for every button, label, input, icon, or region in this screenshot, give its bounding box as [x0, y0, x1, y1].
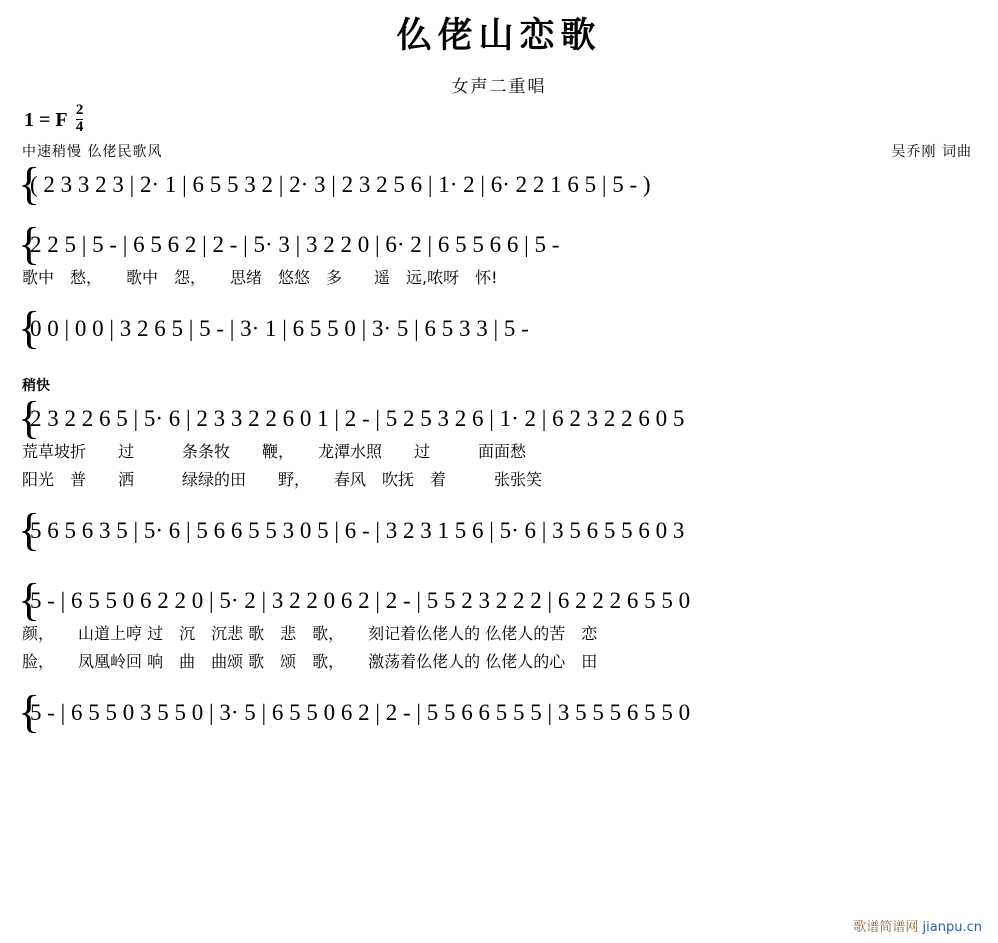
meter-denominator: 4 — [75, 118, 84, 135]
system-brace: { — [18, 686, 41, 738]
subtitle: 女声二重唱 — [451, 77, 547, 97]
system-brace: { — [18, 158, 41, 210]
lyric-row — [18, 439, 980, 467]
system-brace: { — [18, 504, 41, 556]
lyric-line-3b: 脸， 凤凰岭回 响 曲 曲颂 歌 颂 歌， 激荡着仫佬人的 仫佬人的心 田 — [22, 652, 598, 671]
site-watermark — [853, 916, 982, 935]
system-1 — [18, 158, 980, 210]
lyric-line-1: 歌中 愁， 歌中 怨， 思绪 悠悠 多 遥 远,哝呀 怀! — [22, 268, 498, 287]
lyric-row — [18, 467, 980, 495]
page-title: 仫佬山恋歌 — [396, 16, 602, 56]
intro-melody-notes: ( 2 3 3 2 3 | 2· 1 | 6 5 5 3 2 | 2· 3 | 2 3 2 5 6 | 1· 2 | 6· 2 2 1 6 5 | 5 - ) — [30, 171, 651, 197]
system-brace: { — [18, 392, 41, 444]
staff-line — [18, 158, 980, 210]
lyric-row — [18, 649, 980, 677]
time-signature — [76, 103, 84, 136]
lyric-row — [18, 265, 980, 293]
lyric-line-2a: 荒草坡折 过 条条牧 鞭， 龙潭水照 过 面面愁 — [22, 442, 527, 461]
alto-1-notes: 0 0 | 0 0 | 3 2 6 5 | 5 - | 3· 1 | 6 5 5 0 | 3· 5 | 6 5 3 3 | 5 - — [30, 315, 529, 341]
score-metadata — [0, 97, 998, 163]
staff-line — [18, 574, 980, 626]
alto-2-notes: 5 6 5 6 3 5 | 5· 6 | 5 6 6 5 5 3 0 5 | 6 - | 3 2 3 1 5 6 | 5· 6 | 3 5 6 5 5 6 0 3 — [30, 517, 685, 543]
staff-line — [18, 392, 980, 444]
key-label: 1 = F — [24, 108, 67, 131]
tempo-marking: 中速稍慢 仫佬民歌风 — [22, 144, 163, 160]
staff-line — [18, 302, 980, 354]
system-brace: { — [18, 302, 41, 354]
staff-line — [18, 686, 980, 738]
soprano-3-notes: 5 - | 6 5 5 0 6 2 2 0 | 5· 2 | 3 2 2 0 6 2 | 2 - | 5 5 2 3 2 2 2 | 6 2 2 2 6 5 5 0 — [30, 587, 691, 613]
system-brace: { — [18, 218, 41, 270]
site-url: jianpu.cn — [922, 920, 982, 935]
staff-line — [18, 218, 980, 270]
alto-3-notes: 5 - | 6 5 5 0 3 5 5 0 | 3· 5 | 6 5 5 0 6 2 | 2 - | 5 5 6 6 5 5 5 | 3 5 5 5 6 5 5 0 — [30, 699, 691, 725]
lyric-line-2b: 阳光 普 洒 绿绿的田 野， 春风 吹抚 着 张张笑 — [22, 470, 543, 489]
system-brace: { — [18, 574, 41, 626]
lyric-line-3a: 颜， 山道上哼 过 沉 沉悲 歌 悲 歌， 刻记着仫佬人的 仫佬人的苦 恋 — [22, 624, 598, 643]
lyric-row — [18, 621, 980, 649]
composer-credit: 吴乔刚 词曲 — [891, 144, 972, 160]
site-name: 歌谱简谱网 — [853, 920, 919, 935]
system-4 — [18, 574, 980, 738]
soprano-1-notes: 2 2 5 | 5 - | 6 5 6 2 | 2 - | 5· 3 | 3 2 2 0 | 6· 2 | 6 5 5 6 6 | 5 - — [30, 231, 560, 257]
key-signature — [24, 102, 84, 138]
meter-numerator: 2 — [75, 102, 84, 118]
score-page — [0, 8, 998, 943]
section-marking: 稍快 — [22, 378, 50, 394]
staff-line — [18, 504, 980, 556]
system-2 — [18, 218, 980, 354]
system-3 — [18, 392, 980, 556]
soprano-2-notes: 2 3 2 2 6 5 | 5· 6 | 2 3 3 2 2 6 0 1 | 2 - | 5 2 5 3 2 6 | 1· 2 | 6 2 3 2 2 6 0 5 — [30, 405, 685, 431]
